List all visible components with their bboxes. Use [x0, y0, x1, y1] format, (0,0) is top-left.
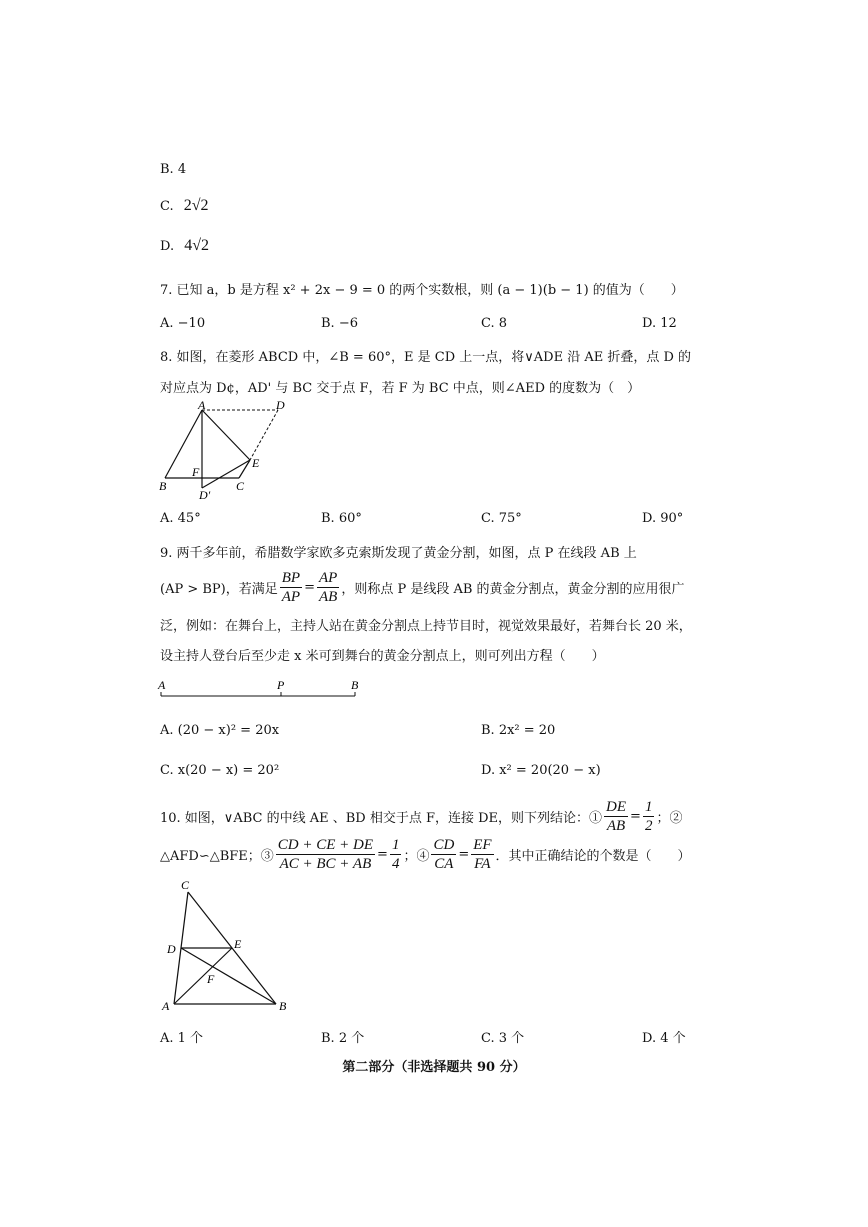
- q8-figure: [155, 398, 285, 502]
- q10-f2-num: CD + CE + DE: [277, 836, 374, 853]
- q8-label-e: E: [252, 456, 260, 470]
- q8-stem-line2: 对应点为 D¢，AD' 与 BC 交于点 F，若 F 为 BC 中点，则∠AED 的度数为（ ）: [160, 381, 641, 396]
- q10-fraction-one-quarter: [390, 836, 402, 873]
- q9-stem-line2: [160, 567, 685, 607]
- q9-frac2-den: AB: [318, 588, 338, 605]
- q10-stem-line2-suffix: ．其中正确结论的个数是（ ）: [495, 848, 691, 864]
- q9-label-p: P: [277, 678, 285, 692]
- q10-fraction-one-half: [643, 798, 655, 835]
- q9-stem-line3: 泛，例如：在舞台上，主持人站在黄金分割点上持节目时，视觉效果最好，若舞台长 20 米，: [160, 619, 692, 634]
- q8-label-f: F: [192, 465, 200, 479]
- q8-label-c: C: [236, 479, 245, 493]
- q10-stem-line1: [160, 796, 682, 836]
- q10-figure: [155, 876, 295, 1016]
- q10-label-a: A: [162, 999, 170, 1013]
- q8-option-c: C. 75°: [481, 511, 522, 526]
- q10-f1-den: AB: [606, 817, 626, 834]
- q10-fraction-de-ab: [604, 798, 628, 835]
- q9-fraction-bp-ap: [280, 569, 302, 606]
- q10-label-c: C: [181, 878, 190, 892]
- q10-option-b: B. 2 个: [321, 1031, 365, 1046]
- q9-frac1-den: AP: [281, 588, 301, 605]
- q9-frac2-num: AP: [318, 569, 338, 586]
- q9-fraction-ap-ab: [317, 569, 339, 606]
- q10-similar-triangles: △AFD∽△BFE；③: [160, 848, 274, 864]
- q8-option-b: B. 60°: [321, 511, 362, 526]
- q9-label-b: B: [351, 678, 359, 692]
- q9-option-c: C. x(20 − x) = 20²: [160, 763, 280, 778]
- q6-option-d-label: D.: [160, 239, 175, 254]
- q10-fraction-ef-fa: [471, 836, 493, 873]
- q10-f1b-den: 2: [644, 817, 653, 834]
- q9-segment-figure: [155, 676, 365, 704]
- q9-condition-prefix: (AP > BP)，若满足: [160, 581, 278, 597]
- q10-fraction-perimeter: [276, 836, 375, 873]
- q9-frac1-num: BP: [281, 569, 301, 586]
- q10-f3-den: CA: [434, 855, 454, 872]
- q10-f2b-num: 1: [391, 836, 400, 853]
- q7-stem: 7. 已知 a，b 是方程 x² + 2x − 9 = 0 的两个实数根，则 (a − 1)(b − 1) 的值为（ ）: [160, 283, 684, 298]
- q10-fraction-cd-ca: [431, 836, 456, 873]
- q10-f2b-den: 4: [391, 855, 400, 872]
- q8-option-a: A. 45°: [160, 511, 201, 526]
- q7-option-b: B. −6: [321, 316, 358, 331]
- q9-condition-suffix: ，则称点 P 是线段 AB 的黄金分割点，黄金分割的应用很广: [341, 581, 685, 597]
- q7-option-a: A. −10: [160, 316, 206, 331]
- q9-label-a: A: [158, 678, 166, 692]
- q10-stem-prefix: 10. 如图，∨ABC 的中线 AE 、BD 相交于点 F，连接 DE，则下列结论：①: [160, 810, 603, 826]
- q10-stem-sep: ；④: [403, 848, 430, 864]
- q10-f3b-num: EF: [473, 836, 492, 853]
- q8-stem-line1: 8. 如图，在菱形 ABCD 中，∠B = 60°，E 是 CD 上一点，将∨ADE 沿 AE 折叠，点 D 的: [160, 350, 692, 365]
- q10-option-a: A. 1 个: [160, 1031, 204, 1046]
- q6-option-d-value: 4√2: [184, 237, 210, 254]
- q9-option-a: A. (20 − x)² = 20x: [160, 723, 280, 738]
- q8-label-b: B: [159, 479, 167, 493]
- q9-stem-line4: 设主持人登台后至少走 x 米可到舞台的黄金分割点上，则可列出方程（ ）: [160, 649, 605, 664]
- q8-option-d: D. 90°: [642, 511, 684, 526]
- q8-label-dprime: D′: [199, 488, 211, 502]
- q8-label-d: D: [276, 398, 285, 412]
- q6-option-b: B. 4: [160, 162, 187, 177]
- q7-option-d: D. 12: [642, 316, 677, 331]
- q10-label-e: E: [234, 937, 242, 951]
- section-heading: 第二部分（非选择题共 90 分）: [342, 1060, 526, 1075]
- q6-option-c-value: 2√2: [183, 197, 209, 214]
- q9-option-b: B. 2x² = 20: [481, 723, 556, 738]
- q10-equals-2: =: [377, 846, 388, 862]
- q10-f2-den: AC + BC + AB: [279, 855, 372, 872]
- q9-option-d: D. x² = 20(20 − x): [481, 763, 601, 778]
- q7-option-c: C. 8: [481, 316, 508, 331]
- q10-equals-3: =: [458, 846, 470, 862]
- q6-option-d: [160, 237, 209, 255]
- q10-f3-num: CD: [433, 836, 455, 853]
- q9-equals: =: [304, 579, 315, 595]
- q10-option-d: D. 4 个: [642, 1031, 686, 1046]
- q10-label-d: D: [167, 942, 176, 956]
- q10-f3b-den: FA: [474, 855, 491, 872]
- q10-f1b-num: 1: [644, 798, 653, 815]
- q10-label-b: B: [279, 999, 287, 1013]
- q10-option-c: C. 3 个: [481, 1031, 525, 1046]
- q10-stem-line1-suffix: ；②: [656, 810, 683, 826]
- q9-stem-line1: 9. 两千多年前，希腊数学家欧多克索斯发现了黄金分割，如图，点 P 在线段 AB 上: [160, 546, 637, 561]
- q10-label-f: F: [207, 972, 215, 986]
- q10-equals-1: =: [630, 808, 641, 824]
- q8-label-a: A: [198, 398, 206, 412]
- q6-option-c-label: C.: [160, 199, 174, 214]
- q10-f1-num: DE: [606, 798, 627, 815]
- q10-stem-line2: [160, 834, 691, 874]
- q6-option-c: [160, 197, 209, 215]
